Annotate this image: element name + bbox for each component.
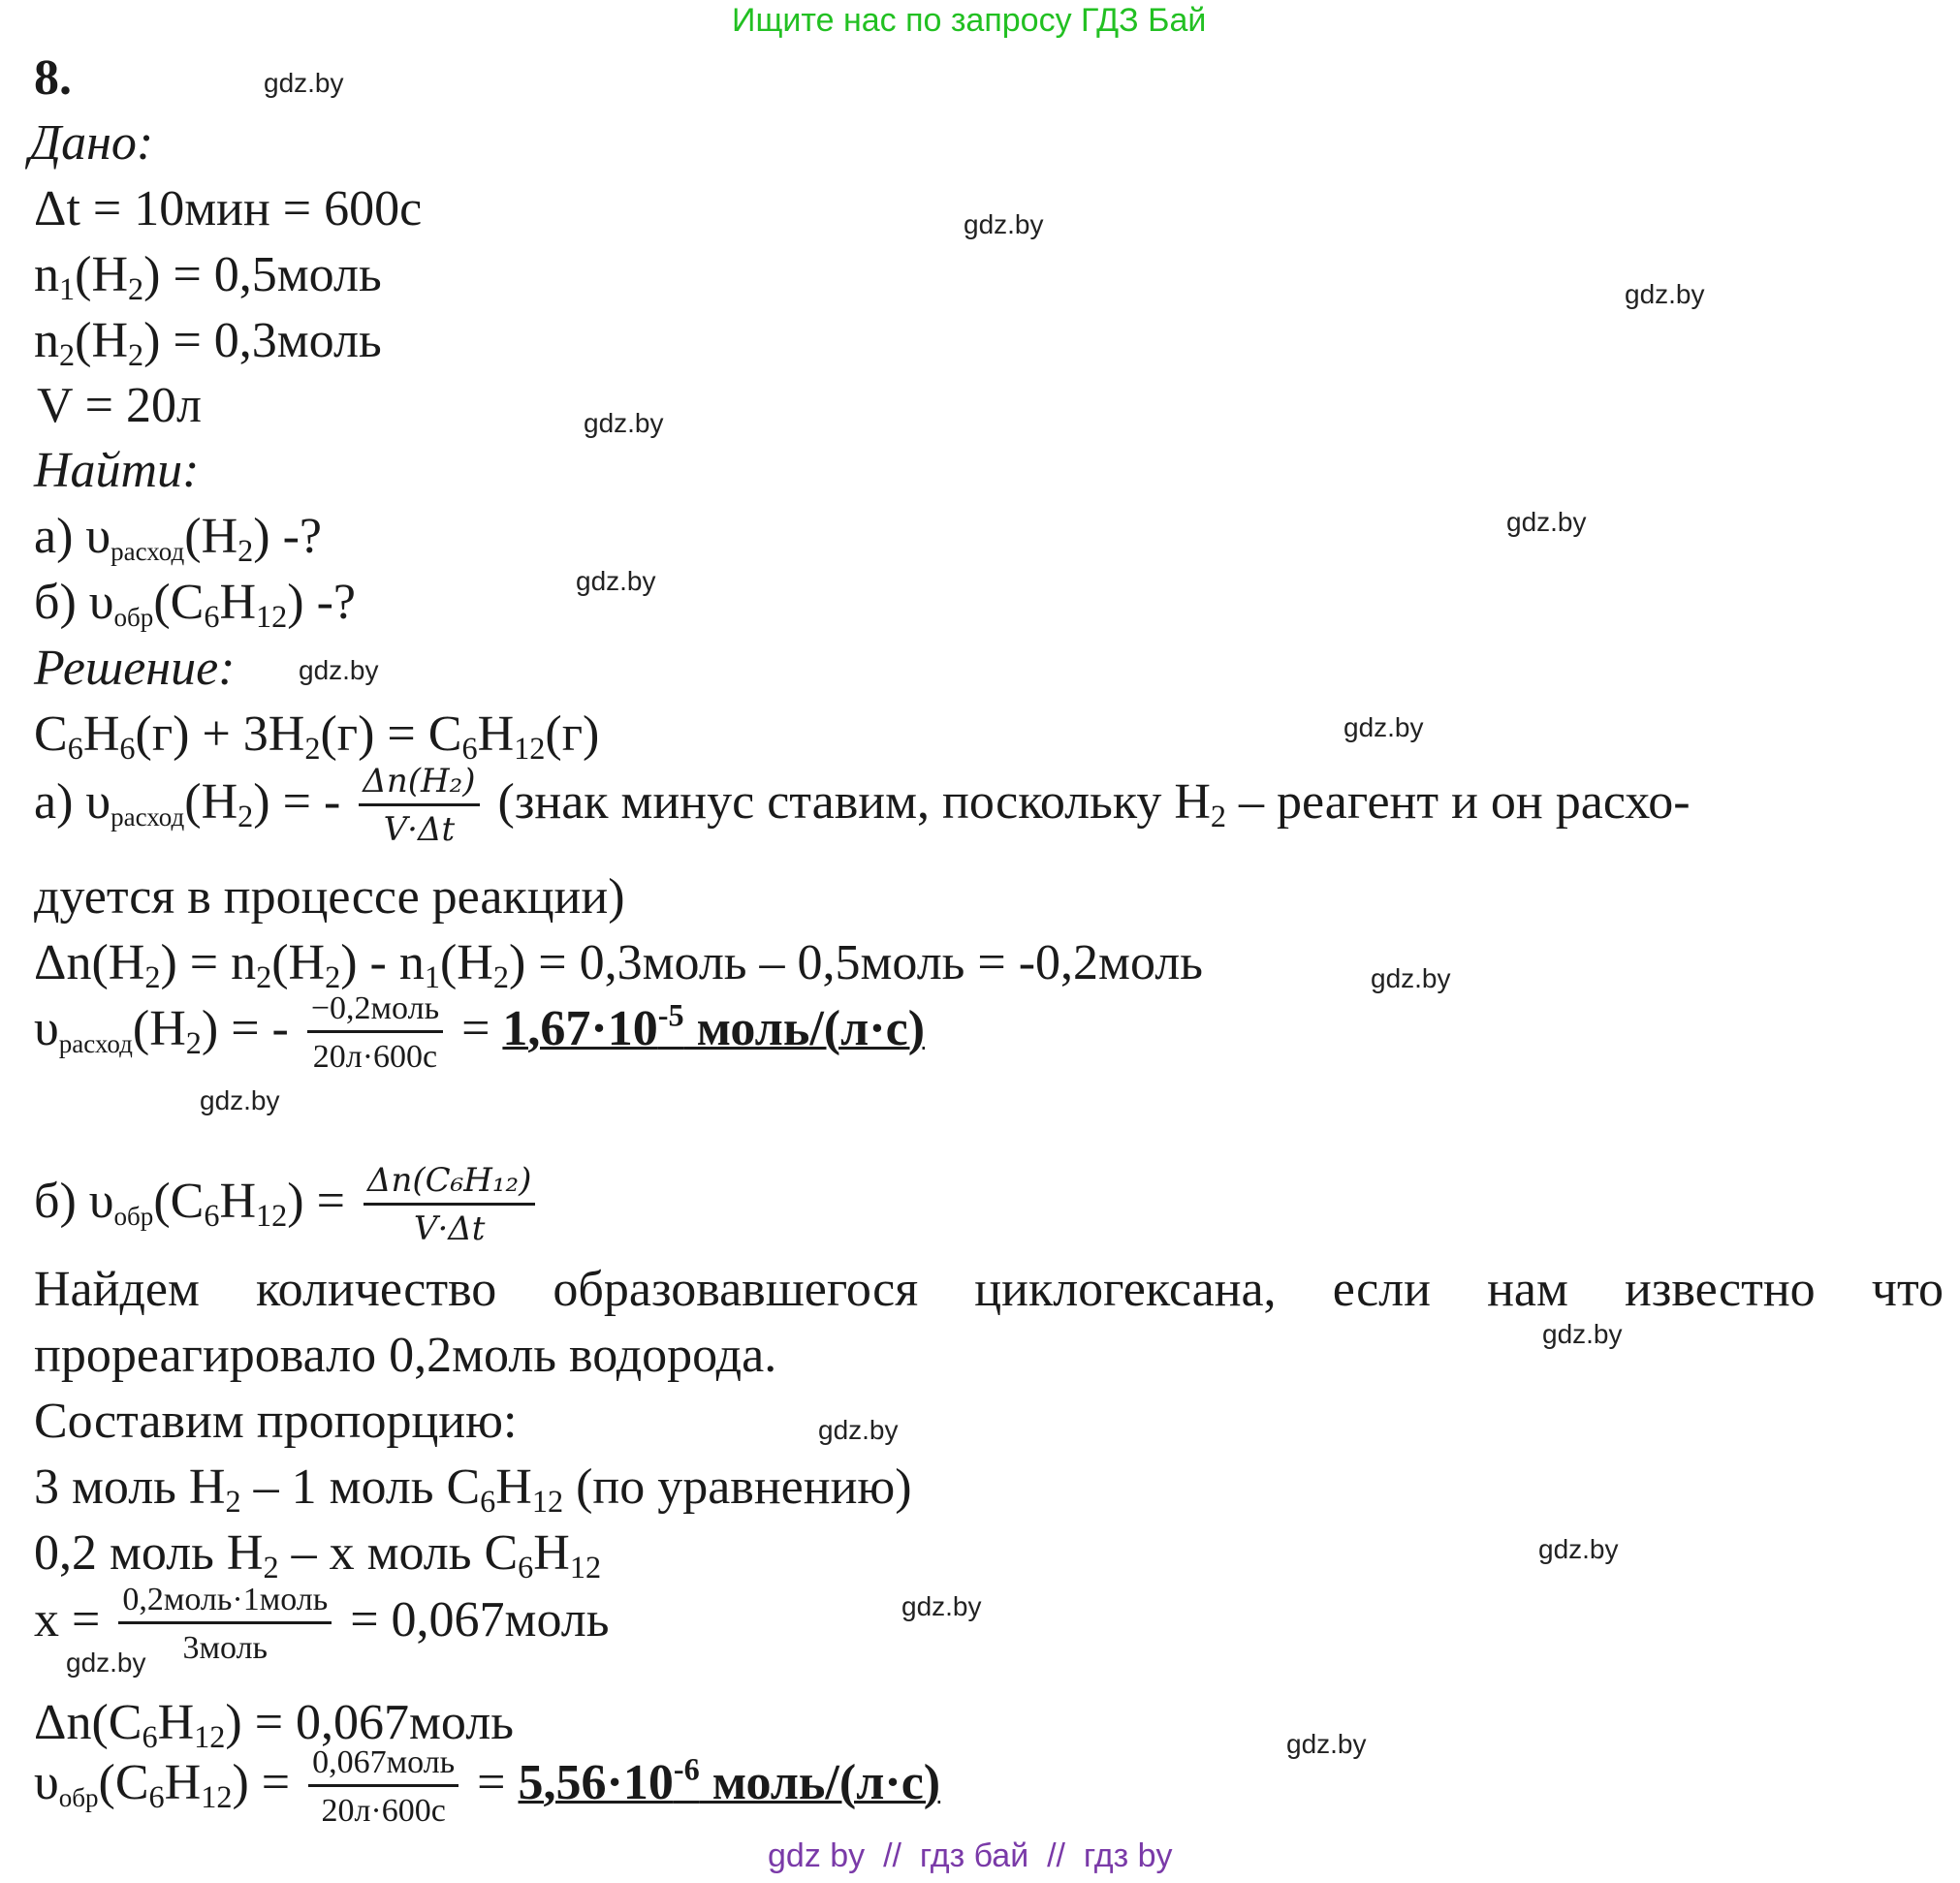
- proportion-line-1: 3 моль $H_2 - 1$ моль $C_6H_{12}$ (по уравнению): [34, 1459, 912, 1520]
- proportion-heading: Составим пропорцию:: [34, 1394, 518, 1449]
- explanation-line-1: Найдем количество образовавшегося циклогексана, если нам известно что: [34, 1262, 1944, 1317]
- rate-consumption-formula: а) $\upsilon расход(H_2)$ = - $\frac{\text{Δn(H₂)}}{V\cdot\Delta t}$ (знак минус ставим, поскольку $H_2$ – реагент и он расхо-: [34, 762, 1691, 850]
- watermark: gdz.by: [818, 1415, 899, 1445]
- given-volume: V = 20л: [37, 378, 202, 433]
- fraction: $\frac{\text{Δn(C₆H₁₂)}}{V\cdot\Delta t}$: [364, 1163, 536, 1248]
- rate-formation-result: $\upsilon обр(C_6H_{12})$ = $\frac{\text{0,067моль}}{20л\cdot 600с}$ = $5,56\cdot 10^{-6}$ моль/(л·с): [34, 1744, 941, 1830]
- watermark: gdz.by: [1344, 712, 1424, 742]
- delta-n-c6h12: $\Delta n(C_6H_{12})$ = 0,067моль: [34, 1695, 514, 1755]
- rate-consumption-result: $\upsilon расход(H_2)$ = - $\frac{\text{−0,2моль}}{20л\cdot 600с}$ = $1,67\cdot 10^{-5}$ моль/(л·с): [34, 990, 926, 1076]
- reaction-equation: $C_6H_6(г) + 3H_2(г) = C_6H_{12}(г)$: [34, 706, 600, 767]
- explanation-line-2: прореагировало 0,2моль водорода.: [34, 1328, 777, 1383]
- answer-b: $5,56\cdot 10^{-6}$ моль/(л·с): [518, 1751, 941, 1810]
- watermark: gdz.by: [1506, 507, 1587, 537]
- delta-n-h2: $\Delta n(H_2) = n_2(H_2) - n_1(H_2)$ = 0,3моль – 0,5моль = -0,2моль: [34, 935, 1203, 995]
- proportion-line-2: 0,2 моль $H_2$ – x моль $C_6H_{12}$: [34, 1525, 602, 1585]
- watermark: gdz.by: [264, 68, 344, 98]
- note-continuation: дуется в процессе реакции): [34, 869, 625, 925]
- watermark: gdz.by: [1286, 1729, 1367, 1759]
- find-label: Найти:: [34, 443, 200, 498]
- watermark: gdz.by: [1371, 963, 1451, 993]
- find-a: а) $\upsilon расход(H_2)$ -?: [34, 509, 323, 569]
- fraction: $\frac{\text{0,2моль·1моль}}{\text{3моль}}$: [118, 1582, 332, 1667]
- given-n1: $n_1(H_2)$ = 0,5моль: [34, 247, 382, 307]
- watermark: gdz.by: [66, 1648, 146, 1678]
- watermark: gdz.by: [584, 408, 664, 438]
- watermark: gdz.by: [299, 655, 379, 685]
- fraction: $\frac{\text{0,067моль}}{20л\cdot 600с}$: [308, 1744, 458, 1830]
- watermark: gdz.by: [1625, 279, 1705, 309]
- given-n2: $n_2(H_2)$ = 0,3моль: [34, 313, 382, 373]
- watermark: gdz.by: [964, 209, 1044, 239]
- answer-a: $1,67\cdot 10^{-5}$ моль/(л·с): [502, 997, 926, 1056]
- footer-banner: gdz by // гдз бай // гдз by: [768, 1837, 1173, 1874]
- fraction: $\frac{\text{Δn(H₂)}}{V\cdot\Delta t}$: [359, 764, 479, 849]
- rate-formation-formula: б) $\upsilon обр(C_6H_{12})$ = $\frac{\text{Δn(C₆H₁₂)}}{V\cdot\Delta t}$: [34, 1163, 541, 1248]
- watermark: gdz.by: [200, 1085, 280, 1115]
- watermark: gdz.by: [1542, 1319, 1623, 1349]
- fraction: $\frac{\text{−0,2моль}}{20л\cdot 600с}$: [307, 990, 443, 1076]
- solution-label: Решение:: [34, 641, 236, 696]
- find-b: б) $\upsilon обр(C_6H_{12})$ -?: [34, 575, 356, 635]
- watermark: gdz.by: [901, 1591, 982, 1621]
- problem-number: 8.: [34, 50, 72, 106]
- watermark: gdz.by: [1538, 1534, 1619, 1564]
- given-label: Дано:: [29, 115, 154, 171]
- header-banner: Ищите нас по запросу ГДЗ Бай: [732, 2, 1207, 39]
- watermark: gdz.by: [576, 566, 656, 596]
- x-calculation: x = $\frac{\text{0,2моль·1моль}}{\text{3моль}}$ = 0,067моль: [34, 1582, 610, 1667]
- given-dt: Δt = 10мин = 600с: [34, 181, 423, 236]
